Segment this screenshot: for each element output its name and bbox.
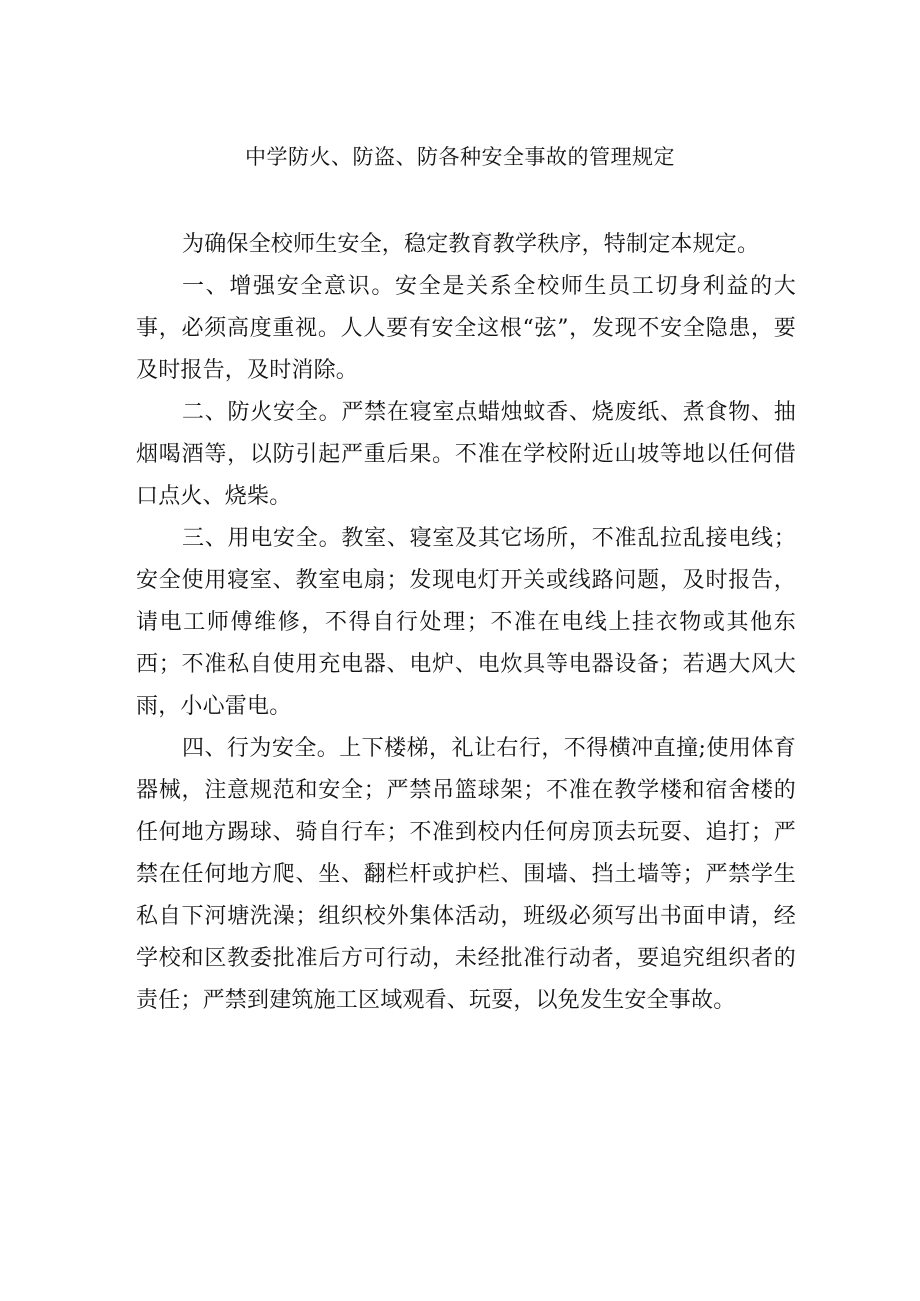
paragraph-fire-safety: 二、防火安全。严禁在寝室点蜡烛蚊香、烧废纸、煮食物、抽烟喝酒等，以防引起严重后果。不准在学校附近山坡等地以任何借口点火、烧柴。: [136, 400, 796, 509]
paragraph-intro: 为确保全校师生安全，稳定教育教学秩序，特制定本规定。: [182, 232, 760, 257]
document-title: 中学防火、防盗、防各种安全事故的管理规定: [245, 145, 675, 169]
paragraph-safety-awareness: 一、增强安全意识。安全是关系全校师生员工切身利益的大事，必须高度重视。人人要有安全这根“弦”，发现不安全隐患，要及时报告，及时消除。: [136, 274, 796, 383]
paragraph-electrical-safety: 三、用电安全。教室、寝室及其它场所，不准乱拉乱接电线；安全使用寝室、教室电扇；发现电灯开关或线路问题，及时报告，请电工师傅维修，不得自行处理；不准在电线上挂衣物或其他东西；不准私自使用充电器、电炉、电炊具等电器设备；若遇大风大雨，小心雷电。: [136, 526, 796, 719]
paragraph-behavior-safety: 四、行为安全。上下楼梯，礼让右行，不得横冲直撞;使用体育器械，注意规范和安全；严禁吊篮球架；不准在教学楼和宿舍楼的任何地方踢球、骑自行车；不准到校内任何房顶去玩耍、追打；严禁在任何地方爬、坐、翻栏杆或护栏、围墙、挡土墙等；严禁学生私自下河塘洗澡；组织校外集体活动，班级必须写出书面申请，经学校和区教委批准后方可行动，未经批准行动者，要追究组织者的责任；严禁到建筑施工区域观看、玩耍，以免发生安全事故。: [136, 736, 796, 1013]
document-body: [136, 224, 796, 1022]
